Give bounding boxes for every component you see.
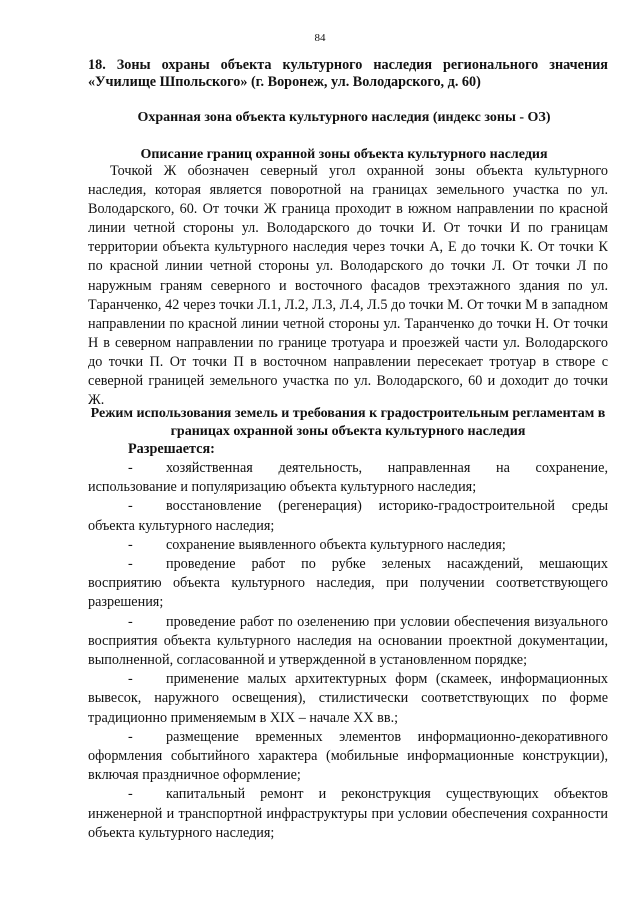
list-item bbox=[88, 785, 608, 843]
list-item-text: размещение временных элементов информационно-декоративного оформления событийного характера (мобильные информационные конструкции), включая праздничное оформление; bbox=[88, 728, 608, 784]
list-item bbox=[88, 459, 608, 497]
list-item bbox=[88, 497, 608, 535]
list-item bbox=[88, 728, 608, 786]
list-item bbox=[88, 613, 608, 671]
list-item bbox=[88, 536, 608, 555]
list-dash: - bbox=[128, 786, 133, 803]
allowed-label: Разрешается: bbox=[128, 441, 215, 457]
land-use-regime-heading: Режим использования земель и требования к градостроительным регламентам в границах охранной зоны объекта культурного наследия bbox=[90, 406, 606, 439]
zone-heading: Охранная зона объекта культурного наследия (индекс зоны - ОЗ) bbox=[137, 110, 551, 125]
list-dash: - bbox=[128, 671, 133, 688]
boundary-description-paragraph: Точкой Ж обозначен северный угол охранной зоны объекта культурного наследия, которая является поворотной на границах земельного участка по ул. Володарского, 60. От точки Ж граница проходит в южном направлении по красной линии четной стороны ул. Володарского до точки И. От точки И по границам территории объекта культурного наследия через точки А, Е до точки К. От точки К по красной линии четной стороны ул. Володарского до точки Л. От точки Л по наружным граням северного и восточного фасадов трехэтажного здания по ул. Таранченко, 42 через точки Л.1, Л.2, Л.3, Л.4, Л.5 до точки М. От точки М в западном направлении по красной линии четной стороны ул. Таранченко до точки Н. От точки Н в северном направлении по границе тротуара и проезжей части ул. Володарского до точки П. От точки П в восточном направлении пересекает тротуар в створе с северной границей земельного участка по ул. Володарского, 60 и доходит до точки Ж. bbox=[88, 163, 608, 409]
allowed-activities-list bbox=[88, 459, 608, 843]
list-item bbox=[88, 555, 608, 613]
list-item-text: сохранение выявленного объекта культурного наследия; bbox=[166, 536, 506, 553]
list-dash: - bbox=[128, 613, 133, 630]
list-item bbox=[88, 670, 608, 728]
list-item-text: проведение работ по рубке зеленых насаждений, мешающих восприятию объекта культурного наследия, при получении соответствующего разрешения; bbox=[88, 556, 608, 611]
page-number: 84 bbox=[314, 32, 326, 44]
list-item-text: капитальный ремонт и реконструкция существующих объектов инженерной и транспортной инфраструктуры при условии обеспечения сохранности объекта культурного наследия; bbox=[88, 786, 608, 841]
list-item-text: применение малых архитектурных форм (скамеек, информационных вывесок, наружного освещения), стилистически соответствующих по форме традиционно применяемым в XIX – начале XX вв.; bbox=[88, 671, 608, 726]
list-dash: - bbox=[128, 536, 133, 553]
list-dash: - bbox=[128, 556, 133, 573]
section-title: 18. Зоны охраны объекта культурного наследия регионального значения «Училище Шпольского» (г. Воронеж, ул. Володарского, д. 60) bbox=[88, 57, 608, 90]
list-dash: - bbox=[128, 728, 133, 745]
list-dash: - bbox=[128, 460, 133, 476]
list-item-text: хозяйственная деятельность, направленная на сохранение, использование и популяризацию объекта культурного наследия; bbox=[88, 460, 608, 496]
boundary-description-heading: Описание границ охранной зоны объекта культурного наследия bbox=[140, 147, 548, 162]
list-item-text: проведение работ по озеленению при условии обеспечения визуального восприятия объекта культурного наследия на основании проектной документации, выполненной, согласованной и утвержденной в установленном порядке; bbox=[88, 613, 608, 669]
list-dash: - bbox=[128, 498, 133, 515]
list-item-text: восстановление (регенерация) историко-градостроительной среды объекта культурного наследия; bbox=[88, 498, 608, 534]
